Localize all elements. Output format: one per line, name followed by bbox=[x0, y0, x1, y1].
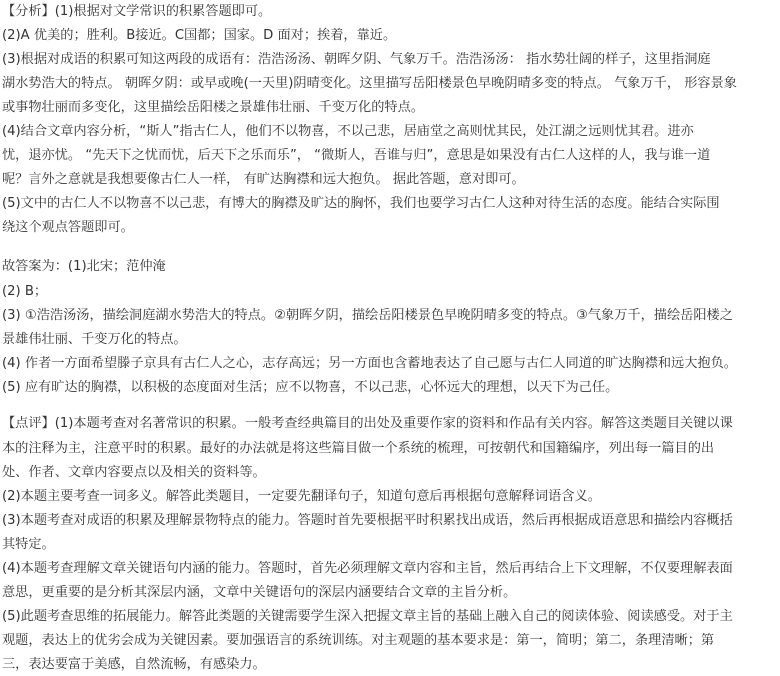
comment-line-2: 本的注释为主，注意平时的积累。最好的办法就是将这些篇目做一个系统的梳理，可按朝代和国籍编序，列出每一篇目的出 bbox=[2, 441, 715, 456]
comment-line-9: (5)此题考查思维的拓展能力。解答此类题的关键需要学生深入把握文章主旨的基础上融入自己的阅读体验、阅读感受。对于主 bbox=[2, 609, 733, 624]
answer-line-1: 故答案为：(1)北宋；范仲淹 bbox=[2, 259, 166, 274]
comment-line-4: (2)本题主要考查一词多义。解答此类题目，一定要先翻译句子，知道句意后再根据句意解释词语含义。 bbox=[2, 489, 601, 504]
analysis-line-2: (2)A 优美的；胜利。B接近。C国都；国家。D 面对；挨着，靠近。 bbox=[2, 28, 397, 43]
comment-line-1: 【点评】(1)本题考查对名著常识的积累。一般考查经典篇目的出处及重要作家的资料和作品有关内容。解答这类题目关键以课 bbox=[2, 416, 733, 431]
comment-line-8: 意思，更重要的是分析其深层内涵，文章中关键语句的深层内涵要结合文章的主旨分析。 bbox=[2, 585, 517, 600]
analysis-line-6: (4)结合文章内容分析，“斯人”指古仁人，他们不以物喜，不以己悲，居庙堂之高则忧其民，处江湖之远则忧其君。进亦 bbox=[2, 124, 694, 139]
answer-line-3: (3) ①浩浩汤汤，描绘洞庭湖水势浩大的特点。②朝晖夕阴，描绘岳阳楼景色早晚阴晴多变的特点。③气象万千，描绘岳阳楼之 bbox=[2, 308, 733, 323]
comment-line-3: 处、作者、文章内容要点以及相关的资料等。 bbox=[2, 465, 266, 480]
analysis-line-5: 或事物壮丽而多变化，这里描绘岳阳楼之景雄伟壮丽、千变万化的特点。 bbox=[2, 100, 424, 115]
answer-line-6: (5) 应有旷达的胸襟，以积极的态度面对生活；应不以物喜，不以己悲，心怀远大的理想，以天下为己任。 bbox=[2, 380, 619, 395]
analysis-line-1: 【分析】(1)根据对文学常识的积累答题即可。 bbox=[2, 4, 272, 19]
answer-line-2: (2) B； bbox=[2, 284, 48, 299]
comment-line-6: 其特定。 bbox=[2, 537, 55, 552]
comment-line-11: 三，表达要富于美感，自然流畅，有感染力。 bbox=[2, 657, 266, 672]
analysis-line-4: 湖水势浩大的特点。 朝晖夕阴：或早或晚(一天里)阴晴变化。这里描写岳阳楼景色早晚阴晴多变的特点。 气象万千， 形容景象 bbox=[2, 76, 737, 91]
comment-line-5: (3)本题考查对成语的积累及理解景物特点的能力。答题时首先要根据平时积累找出成语，然后再根据成语意思和描绘内容概括 bbox=[2, 513, 733, 528]
comment-line-7: (4)本题考查理解文章关键语句内涵的能力。答题时，首先必须理解文章内容和主旨，然后再结合上下文理解，不仅要理解表面 bbox=[2, 561, 733, 576]
answer-line-5: (4) 作者一方面希望滕子京具有古仁人之心，志存高远；另一方面也含蓄地表达了自己愿与古仁人同道的旷达胸襟和远大抱负。 bbox=[2, 356, 737, 371]
analysis-line-8: 呢？言外之意就是我想要像古仁人一样， 有旷达胸襟和远大抱负。 据此答题，意对即可。 bbox=[2, 172, 525, 187]
analysis-line-7: 忧，退亦忧。 “先天下之忧而忧，后天下之乐而乐”， “微斯人，吾谁与归”，意思是如果没有古仁人这样的人，我与谁一道 bbox=[2, 148, 711, 163]
answer-line-4: 景雄伟壮丽、千变万化的特点。 bbox=[2, 332, 187, 347]
comment-line-10: 观题，表达上的优劣会成为关键因素。要加强语言的系统训练。对主观题的基本要求是：第一，简明；第二，条理清晰；第 bbox=[2, 633, 715, 648]
analysis-line-9: (5)文中的古仁人不以物喜不以己悲，有博大的胸襟及旷达的胸怀，我们也要学习古仁人这种对待生活的态度。能结合实际围 bbox=[2, 196, 720, 211]
analysis-line-3: (3)根据对成语的积累可知这两段的成语有：浩浩汤汤、朝晖夕阴、气象万千。浩浩汤汤： 指水势壮阔的样子，这里指洞庭 bbox=[2, 52, 711, 67]
analysis-line-10: 绕这个观点答题即可。 bbox=[2, 220, 134, 235]
